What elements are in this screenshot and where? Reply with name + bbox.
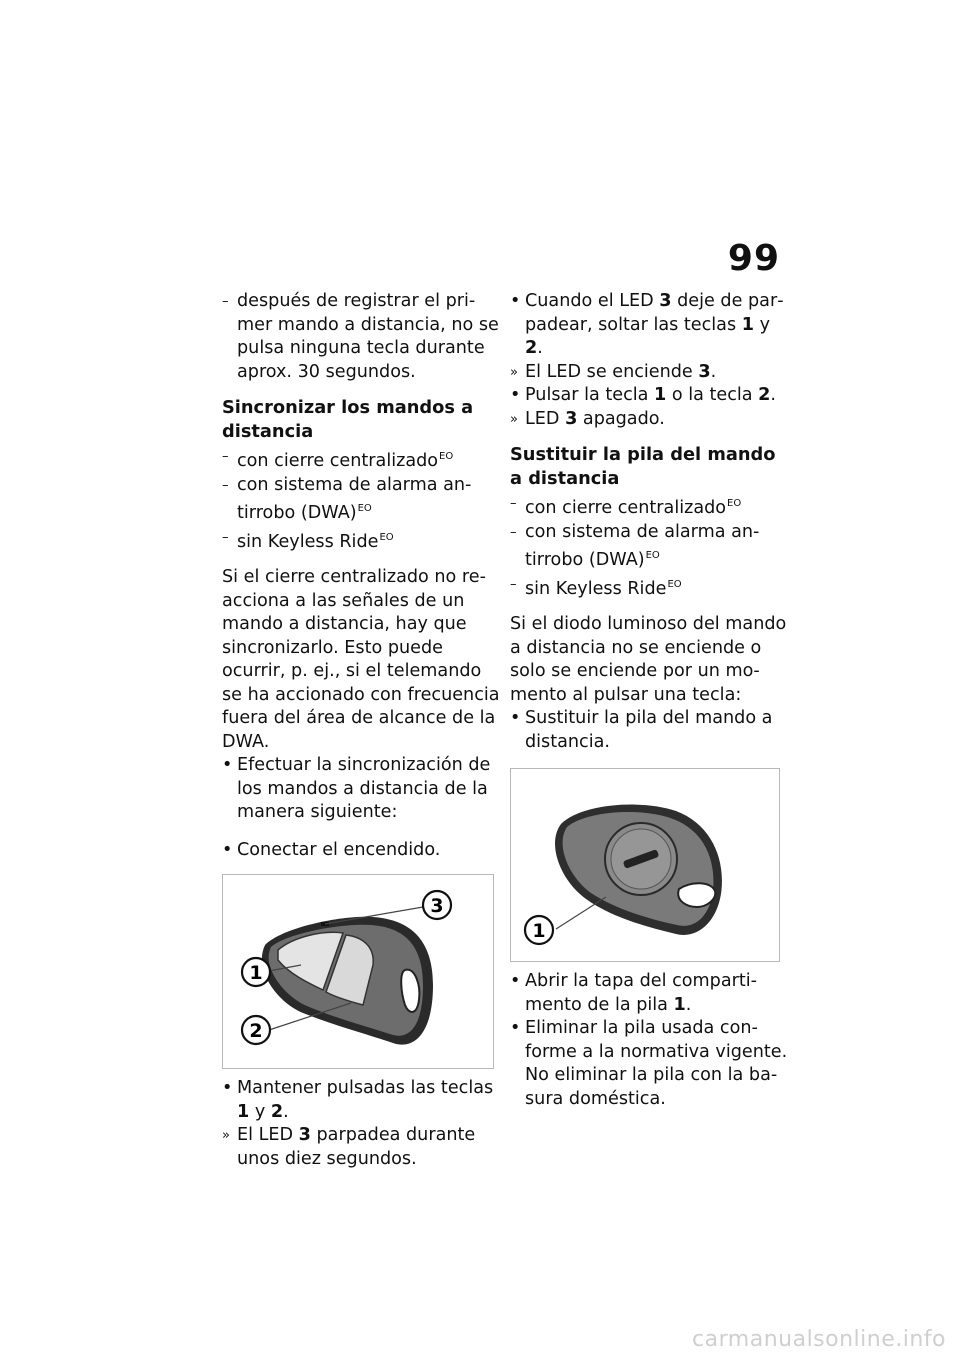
punct: . — [283, 1101, 289, 1122]
condition-item: – sin Keyless Ride$^{EO}$ — [222, 529, 394, 552]
paragraph: Si el diodo luminoso del mando a distancia no se enciende o solo se enciende por un momento al pulsar una tecla: — [510, 614, 787, 705]
result-text: El LED se enciende — [525, 361, 693, 382]
condition-item: – con cierre centralizado$^{EO}$ — [510, 496, 742, 518]
punct: . — [770, 385, 777, 405]
condition-text: con sistema de alarma antirrobo (DWA) — [237, 474, 472, 523]
item-text: después de registrar el primer mando a distancia, no se pulsa ninguna tecla durante aprox. 30 segundos. — [237, 291, 499, 382]
key-ref: 3 — [565, 408, 578, 429]
paragraph: Si el cierre centralizado no reacciona a las señales de un mando a distancia, hay que sincronizarlo. Esto puede ocurrir, p. ej., si el telemando se ha accionado con frecuencia fuera del área de alcance de la DWA. — [222, 567, 500, 752]
bullet-item: • Eliminar la pila usada conforme a la normativa vigente. No eliminar la pila con la basura doméstica. — [510, 1018, 788, 1109]
result-item: » El LED se enciende 3. — [510, 361, 717, 382]
left-column — [222, 290, 500, 1171]
conjunction: y — [254, 1101, 266, 1122]
bullet-text: Conectar el encendido. — [237, 839, 441, 860]
condition-item — [222, 290, 500, 384]
bullet-item: • Cuando el LED 3 deje de parpadear, soltar las teclas 1 y 2. — [510, 291, 784, 358]
bullet-text: deje de parpadear, soltar las teclas — [525, 291, 784, 335]
condition-text: sin Keyless Ride — [525, 578, 667, 599]
figure-battery-cover — [510, 768, 780, 962]
section-heading-battery: Sustituir la pila del mando a distancia — [510, 444, 776, 489]
result-text: El LED — [237, 1125, 294, 1145]
bullet-text: Efectuar la sincronización de los mandos a distancia de la manera siguiente: — [237, 755, 491, 822]
key-ref: 3 — [298, 1125, 311, 1145]
condition-text: sin Keyless Ride — [237, 531, 379, 552]
condition-text: con cierre centralizado — [525, 498, 727, 518]
option-badge: EO — [645, 550, 660, 561]
key-ref: 2 — [758, 385, 771, 405]
condition-text: con cierre centralizado — [237, 451, 439, 471]
option-badge: EO — [379, 531, 394, 543]
result-text: LED — [525, 408, 560, 429]
option-badge: EO — [357, 503, 372, 514]
condition-item: – sin Keyless Ride$^{EO}$ — [510, 576, 682, 599]
conjunction: y — [759, 314, 770, 335]
bullet-text: Pulsar la tecla — [525, 385, 649, 405]
condition-item: – con cierre centralizado$^{EO}$ — [222, 449, 454, 471]
punct: . — [685, 994, 692, 1015]
key-ref: 3 — [659, 291, 672, 311]
bullet-text: Sustituir la pila del mando a distancia. — [525, 708, 773, 752]
bullet-item: • Pulsar la tecla 1 o la tecla 2. — [510, 385, 777, 405]
callout-label: 3 — [430, 895, 444, 917]
bullet-item: • Abrir la tapa del compartimento de la pila 1. — [510, 971, 758, 1015]
watermark: carmanualsonline.info — [692, 1327, 946, 1352]
bullet-item: • Sustituir la pila del mando a distancia. — [510, 708, 773, 752]
dash-marker: – — [222, 294, 229, 309]
punct: . — [537, 338, 543, 358]
bullet-text: Abrir la tapa del compartimento de la pila — [525, 971, 758, 1015]
bullet-text: o la tecla — [671, 385, 753, 405]
condition-text: con sistema de alarma antirrobo (DWA) — [525, 521, 760, 570]
bullet-text: Mantener pulsadas las teclas — [237, 1078, 494, 1098]
result-item — [222, 1124, 500, 1171]
bullet-item: • Mantener pulsadas las teclas 1 y 2. — [222, 1078, 494, 1122]
bullet-item — [222, 754, 500, 825]
condition-item: – con sistema de alarma antirrobo (DWA)$^{EO}$ — [222, 474, 472, 523]
key-ref: 1 — [673, 994, 686, 1015]
option-badge: EO — [667, 578, 682, 590]
right-column — [510, 290, 788, 1111]
punct: . — [710, 361, 717, 382]
key-ref: 3 — [698, 361, 711, 382]
bullet-item: • Conectar el encendido. — [222, 839, 441, 860]
section-heading-sync: Sincronizar los mandos a distancia — [222, 397, 474, 442]
callout-label: 1 — [249, 962, 263, 984]
bullet-marker: • — [222, 755, 233, 775]
bullet-text: Eliminar la pila usada conforme a la normativa vigente. No eliminar la pila con la basura doméstica. — [525, 1018, 788, 1109]
option-badge: EO — [439, 451, 454, 462]
key-ref: 2 — [270, 1101, 284, 1122]
key-ref: 1 — [237, 1101, 250, 1122]
key-fob-illustration — [223, 875, 493, 1068]
callout-label: 1 — [532, 920, 546, 942]
key-fob-back-illustration — [511, 769, 779, 961]
figure-key-fob-buttons — [222, 874, 494, 1069]
result-text: parpadea durante unos diez segundos. — [237, 1125, 476, 1169]
result-item: » LED 3 apagado. — [510, 408, 665, 429]
option-badge: EO — [727, 498, 742, 509]
condition-item: – con sistema de alarma antirrobo (DWA)$^{EO}$ — [510, 521, 760, 570]
key-ref: 2 — [525, 338, 538, 358]
page-number: 99 — [727, 238, 780, 279]
result-marker: » — [222, 1128, 230, 1143]
result-text: apagado. — [582, 408, 665, 429]
key-ref: 1 — [654, 385, 667, 405]
bullet-text: Cuando el LED — [525, 291, 654, 311]
callout-label: 2 — [249, 1020, 263, 1042]
key-ref: 1 — [741, 314, 754, 335]
